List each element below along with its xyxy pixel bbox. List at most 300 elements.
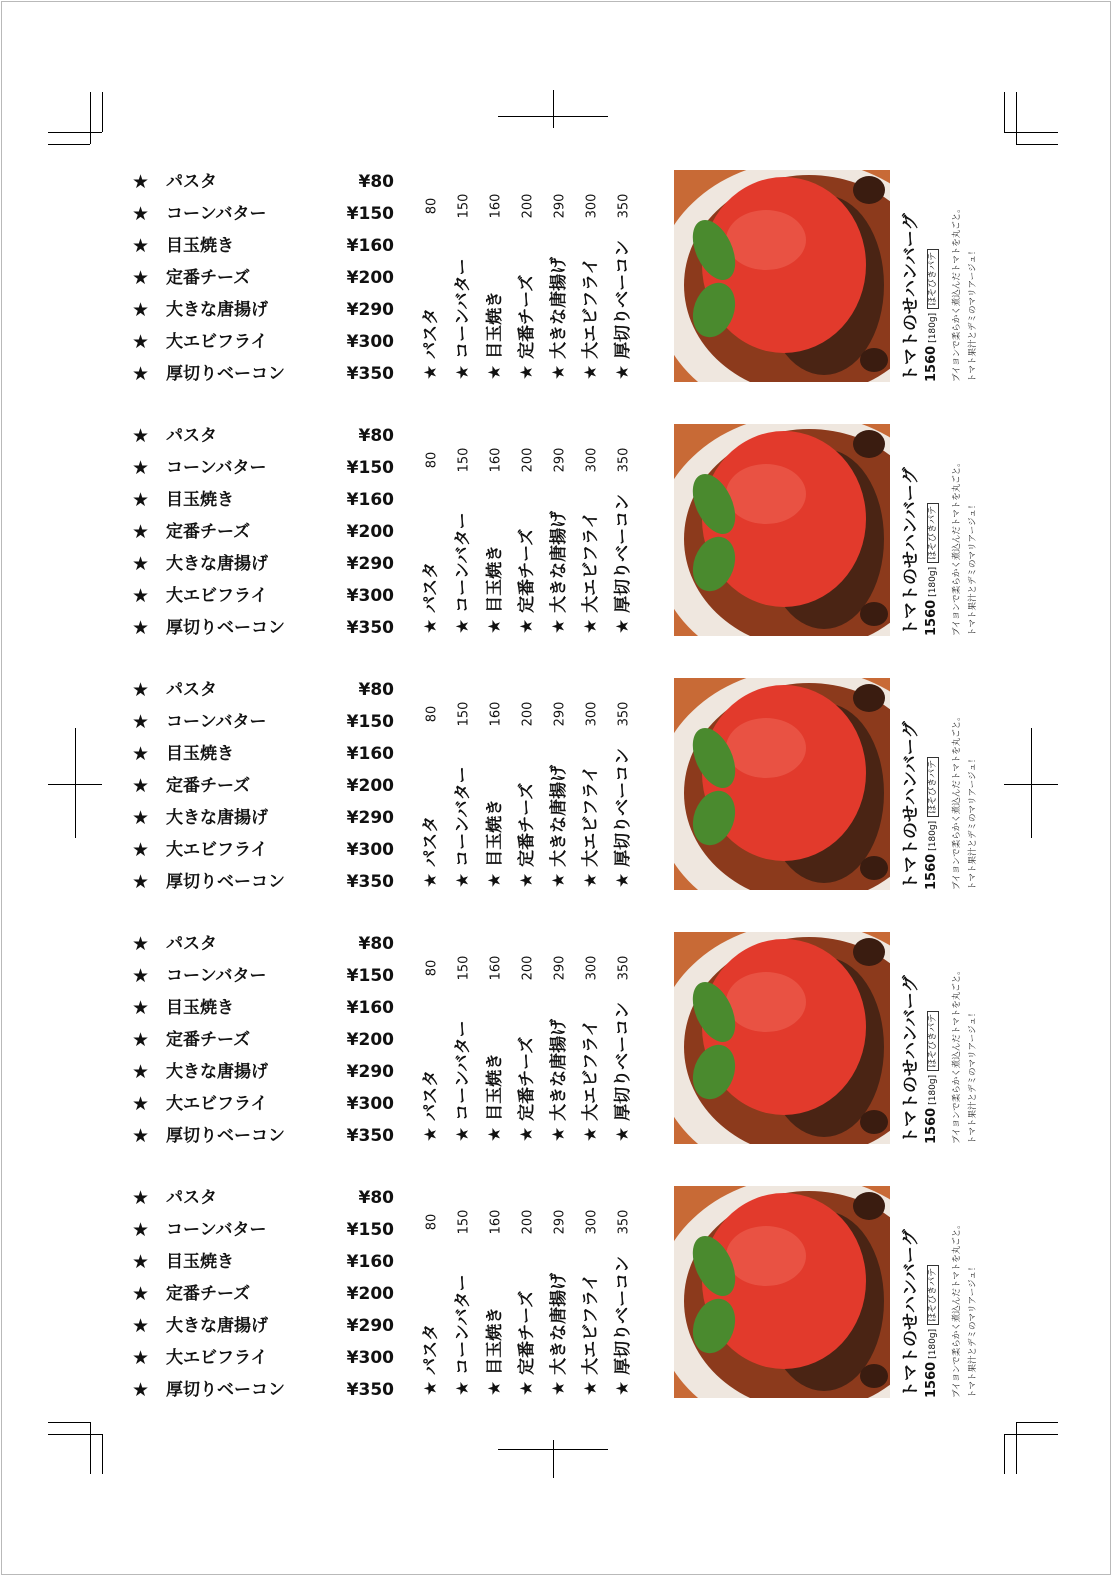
vertical-topping-name: ★ 大きな唐揚げ xyxy=(549,1272,569,1396)
topping-item xyxy=(130,1280,400,1308)
topping-price: ¥200 xyxy=(346,1030,394,1050)
topping-item xyxy=(130,264,400,292)
topping-price: ¥150 xyxy=(346,966,394,986)
topping-name: コーンバター xyxy=(166,966,267,986)
star-icon: ★ xyxy=(132,775,150,797)
dish-info xyxy=(894,932,994,1146)
topping-price: ¥150 xyxy=(346,1220,394,1240)
vertical-topping-amount: 150 xyxy=(456,955,472,981)
dish-price: 1560 xyxy=(924,853,939,890)
vertical-topping-item xyxy=(513,944,543,1142)
vertical-topping-item xyxy=(417,944,447,1142)
vertical-topping-amount: 200 xyxy=(520,193,536,219)
topping-name: 目玉焼き xyxy=(166,490,234,510)
dish-price: 1560 xyxy=(924,1107,939,1144)
vertical-topping-item xyxy=(449,1198,479,1396)
vertical-topping-amount: 200 xyxy=(520,955,536,981)
topping-price: ¥290 xyxy=(346,300,394,320)
vertical-topping-name: ★ 大きな唐揚げ xyxy=(549,764,569,888)
dish-price-line xyxy=(924,757,939,890)
crop-mark xyxy=(1016,1422,1058,1423)
vertical-topping-name: ★ 大エビフライ xyxy=(581,765,601,888)
vertical-topping-amount: 290 xyxy=(552,447,568,473)
dish-title: トマトのせハンバーグ xyxy=(901,213,921,382)
vertical-topping-amount: 300 xyxy=(584,447,600,473)
topping-item xyxy=(130,1058,400,1086)
topping-item xyxy=(130,1376,400,1404)
topping-item xyxy=(130,962,400,990)
vertical-topping-amount: 200 xyxy=(520,447,536,473)
dish-title: トマトのせハンバーグ xyxy=(901,975,921,1144)
topping-name: パスタ xyxy=(166,172,217,192)
vertical-topping-item xyxy=(417,436,447,634)
vertical-topping-name: ★ 大きな唐揚げ xyxy=(549,256,569,380)
vertical-topping-item xyxy=(577,690,607,888)
topping-price: ¥150 xyxy=(346,458,394,478)
topping-price: ¥80 xyxy=(358,426,394,446)
topping-item xyxy=(130,804,400,832)
crop-mark xyxy=(102,1434,103,1474)
dish-info xyxy=(894,1186,994,1400)
star-icon: ★ xyxy=(132,807,150,829)
topping-item xyxy=(130,1184,400,1212)
dish-price-line xyxy=(924,1011,939,1144)
topping-price: ¥290 xyxy=(346,1062,394,1082)
vertical-topping-amount: 160 xyxy=(488,193,504,219)
star-icon: ★ xyxy=(132,1347,150,1369)
vertical-topping-amount: 80 xyxy=(424,705,440,723)
dish-description: トマト果汁とデミのマリアージュ！ xyxy=(968,1262,978,1398)
dish-price: 1560 xyxy=(924,599,939,636)
crop-mark xyxy=(48,144,90,145)
vertical-topping-amount: 350 xyxy=(616,701,632,727)
topping-name: 大きな唐揚げ xyxy=(166,300,268,320)
vertical-topping-amount: 160 xyxy=(488,447,504,473)
topping-price: ¥350 xyxy=(346,1126,394,1146)
topping-item xyxy=(130,200,400,228)
topping-item xyxy=(130,296,400,324)
crop-mark xyxy=(553,1440,554,1478)
crop-mark xyxy=(90,92,91,144)
topping-item xyxy=(130,1312,400,1340)
vertical-topping-name: ★ 大きな唐揚げ xyxy=(549,510,569,634)
dish-price-line xyxy=(924,503,939,636)
vertical-topping-amount: 350 xyxy=(616,193,632,219)
vertical-topping-item xyxy=(449,182,479,380)
star-icon: ★ xyxy=(132,965,150,987)
vertical-topping-item xyxy=(545,182,575,380)
topping-name: 大エビフライ xyxy=(166,586,268,606)
topping-price: ¥160 xyxy=(346,998,394,1018)
dish-description: トマト果汁とデミのマリアージュ！ xyxy=(968,1008,978,1144)
topping-price: ¥80 xyxy=(358,934,394,954)
vertical-topping-amount: 350 xyxy=(616,1209,632,1235)
topping-price: ¥200 xyxy=(346,1284,394,1304)
star-icon: ★ xyxy=(132,1283,150,1305)
star-icon: ★ xyxy=(132,679,150,701)
topping-item xyxy=(130,676,400,704)
vertical-topping-name: ★ コーンバター xyxy=(453,512,473,634)
star-icon: ★ xyxy=(132,331,150,353)
vertical-topping-name: ★ 目玉焼き xyxy=(485,544,505,634)
topping-name: 定番チーズ xyxy=(166,1030,251,1050)
topping-name: パスタ xyxy=(166,426,217,446)
dish-info-rotated xyxy=(894,170,994,384)
dish-title: トマトのせハンバーグ xyxy=(901,1229,921,1398)
vertical-topping-amount: 350 xyxy=(616,955,632,981)
vertical-topping-item xyxy=(609,1198,639,1396)
star-icon: ★ xyxy=(132,1219,150,1241)
topping-item xyxy=(130,772,400,800)
topping-name: 目玉焼き xyxy=(166,744,234,764)
topping-name: 厚切りベーコン xyxy=(166,1126,285,1146)
topping-item xyxy=(130,422,400,450)
star-icon: ★ xyxy=(132,521,150,543)
topping-name: 定番チーズ xyxy=(166,522,251,542)
menu-card xyxy=(0,678,1114,898)
topping-price: ¥290 xyxy=(346,808,394,828)
dish-title: トマトのせハンバーグ xyxy=(901,721,921,890)
topping-item xyxy=(130,836,400,864)
topping-item xyxy=(130,550,400,578)
vertical-topping-item xyxy=(545,944,575,1142)
vertical-topping-name: ★ 定番チーズ xyxy=(517,782,537,888)
topping-name: 定番チーズ xyxy=(166,268,251,288)
dish-description: トマト果汁とデミのマリアージュ！ xyxy=(968,754,978,890)
crop-mark xyxy=(48,132,102,133)
vertical-topping-item xyxy=(513,182,543,380)
vertical-topping-amount: 80 xyxy=(424,1213,440,1231)
vertical-topping-amount: 300 xyxy=(584,193,600,219)
star-icon: ★ xyxy=(132,1251,150,1273)
topping-price: ¥80 xyxy=(358,1188,394,1208)
topping-name: 大きな唐揚げ xyxy=(166,1316,268,1336)
vertical-topping-name: ★ 厚切りベーコン xyxy=(613,747,633,888)
topping-price: ¥200 xyxy=(346,268,394,288)
vertical-topping-item xyxy=(609,182,639,380)
crop-mark xyxy=(48,1434,102,1435)
star-icon: ★ xyxy=(132,1093,150,1115)
star-icon: ★ xyxy=(132,299,150,321)
topping-price: ¥300 xyxy=(346,586,394,606)
topping-price: ¥300 xyxy=(346,332,394,352)
topping-item xyxy=(130,1122,400,1150)
topping-item xyxy=(130,582,400,610)
topping-name: 大きな唐揚げ xyxy=(166,554,268,574)
vertical-topping-name: ★ 定番チーズ xyxy=(517,1290,537,1396)
hamburg-steak-with-tomato-photo xyxy=(674,424,890,636)
dish-tag-badge: ほそびきパテ xyxy=(927,1011,939,1071)
crop-mark xyxy=(1004,1434,1005,1474)
topping-price: ¥80 xyxy=(358,680,394,700)
topping-price: ¥160 xyxy=(346,236,394,256)
star-icon: ★ xyxy=(132,457,150,479)
topping-price: ¥300 xyxy=(346,840,394,860)
topping-name: 厚切りベーコン xyxy=(166,872,285,892)
topping-name: コーンバター xyxy=(166,1220,267,1240)
vertical-topping-item xyxy=(417,1198,447,1396)
dish-info xyxy=(894,678,994,892)
vertical-topping-item xyxy=(481,182,511,380)
dish-tag-badge: ほそびきパテ xyxy=(927,1265,939,1325)
topping-item xyxy=(130,868,400,896)
vertical-topping-amount: 290 xyxy=(552,1209,568,1235)
crop-mark xyxy=(1016,144,1058,145)
vertical-topping-name: ★ コーンバター xyxy=(453,1020,473,1142)
vertical-topping-item xyxy=(481,690,511,888)
star-icon: ★ xyxy=(132,553,150,575)
vertical-topping-amount: 350 xyxy=(616,447,632,473)
dish-tag-badge: ほそびきパテ xyxy=(927,757,939,817)
vertical-topping-name: ★ 目玉焼き xyxy=(485,1052,505,1142)
vertical-topping-item xyxy=(417,182,447,380)
topping-name: コーンバター xyxy=(166,458,267,478)
vertical-topping-amount: 300 xyxy=(584,955,600,981)
vertical-topping-amount: 160 xyxy=(488,701,504,727)
dish-price-line xyxy=(924,249,939,382)
topping-price: ¥350 xyxy=(346,618,394,638)
topping-item xyxy=(130,1248,400,1276)
crop-mark xyxy=(1016,1422,1017,1474)
star-icon: ★ xyxy=(132,363,150,385)
dish-info-rotated xyxy=(894,424,994,638)
vertical-topping-item xyxy=(417,690,447,888)
crop-mark xyxy=(90,1422,91,1474)
vertical-topping-amount: 150 xyxy=(456,447,472,473)
food-photo-graphic xyxy=(674,932,890,1144)
topping-item xyxy=(130,1026,400,1054)
dish-description: トマト果汁とデミのマリアージュ！ xyxy=(968,500,978,636)
topping-name: 厚切りベーコン xyxy=(166,1380,285,1400)
topping-name: 目玉焼き xyxy=(166,236,234,256)
vertical-topping-name: ★ 厚切りベーコン xyxy=(613,493,633,634)
dish-weight: [180g] xyxy=(928,820,938,851)
dish-description: ブイヨンで柔らかく煮込んだトマトを丸ごと。 xyxy=(952,1220,962,1398)
vertical-topping-name: ★ 大エビフライ xyxy=(581,1273,601,1396)
dish-price: 1560 xyxy=(924,345,939,382)
crop-mark xyxy=(1004,132,1058,133)
vertical-topping-name: ★ パスタ xyxy=(421,561,441,634)
topping-price: ¥350 xyxy=(346,1380,394,1400)
vertical-topping-name: ★ コーンバター xyxy=(453,766,473,888)
hamburg-steak-with-tomato-photo xyxy=(674,1186,890,1398)
star-icon: ★ xyxy=(132,1187,150,1209)
topping-price: ¥350 xyxy=(346,364,394,384)
topping-price: ¥300 xyxy=(346,1094,394,1114)
star-icon: ★ xyxy=(132,425,150,447)
vertical-topping-amount: 80 xyxy=(424,197,440,215)
vertical-topping-item xyxy=(577,182,607,380)
vertical-topping-name: ★ 定番チーズ xyxy=(517,1036,537,1142)
vertical-topping-name: ★ パスタ xyxy=(421,1323,441,1396)
star-icon: ★ xyxy=(132,871,150,893)
vertical-topping-item xyxy=(577,436,607,634)
star-icon: ★ xyxy=(132,743,150,765)
star-icon: ★ xyxy=(132,1029,150,1051)
star-icon: ★ xyxy=(132,1315,150,1337)
crop-mark xyxy=(1016,92,1017,144)
menu-card xyxy=(0,424,1114,644)
topping-item xyxy=(130,328,400,356)
topping-item xyxy=(130,614,400,642)
vertical-topping-item xyxy=(545,690,575,888)
star-icon: ★ xyxy=(132,711,150,733)
menu-card xyxy=(0,1186,1114,1406)
topping-name: コーンバター xyxy=(166,712,267,732)
topping-price: ¥80 xyxy=(358,172,394,192)
crop-mark xyxy=(48,1422,90,1423)
topping-price: ¥290 xyxy=(346,1316,394,1336)
vertical-topping-name: ★ コーンバター xyxy=(453,1274,473,1396)
topping-price: ¥350 xyxy=(346,872,394,892)
dish-description: ブイヨンで柔らかく煮込んだトマトを丸ごと。 xyxy=(952,966,962,1144)
vertical-topping-name: ★ 大エビフライ xyxy=(581,511,601,634)
dish-weight: [180g] xyxy=(928,566,938,597)
star-icon: ★ xyxy=(132,1061,150,1083)
star-icon: ★ xyxy=(132,171,150,193)
vertical-topping-amount: 150 xyxy=(456,1209,472,1235)
vertical-topping-amount: 200 xyxy=(520,1209,536,1235)
topping-item xyxy=(130,1090,400,1118)
vertical-topping-name: ★ 定番チーズ xyxy=(517,274,537,380)
vertical-topping-item xyxy=(449,690,479,888)
vertical-topping-name: ★ 大エビフライ xyxy=(581,257,601,380)
vertical-topping-name: ★ 目玉焼き xyxy=(485,290,505,380)
vertical-topping-amount: 300 xyxy=(584,1209,600,1235)
vertical-topping-name: ★ 定番チーズ xyxy=(517,528,537,634)
vertical-topping-name: ★ 目玉焼き xyxy=(485,798,505,888)
dish-weight: [180g] xyxy=(928,1328,938,1359)
dish-info-rotated xyxy=(894,932,994,1146)
vertical-topping-name: ★ 厚切りベーコン xyxy=(613,1001,633,1142)
vertical-topping-item xyxy=(449,944,479,1142)
topping-item xyxy=(130,232,400,260)
topping-name: 大きな唐揚げ xyxy=(166,1062,268,1082)
star-icon: ★ xyxy=(132,617,150,639)
star-icon: ★ xyxy=(132,235,150,257)
menu-card xyxy=(0,170,1114,390)
topping-name: コーンバター xyxy=(166,204,267,224)
vertical-topping-name: ★ 大きな唐揚げ xyxy=(549,1018,569,1142)
topping-item xyxy=(130,708,400,736)
vertical-topping-item xyxy=(609,436,639,634)
star-icon: ★ xyxy=(132,489,150,511)
crop-mark xyxy=(1004,1434,1058,1435)
vertical-topping-name: ★ 厚切りベーコン xyxy=(613,239,633,380)
topping-item xyxy=(130,454,400,482)
food-photo-graphic xyxy=(674,170,890,382)
topping-price: ¥160 xyxy=(346,744,394,764)
dish-price-line xyxy=(924,1265,939,1398)
vertical-topping-item xyxy=(545,1198,575,1396)
crop-mark xyxy=(1004,92,1005,132)
vertical-topping-item xyxy=(481,944,511,1142)
topping-price: ¥160 xyxy=(346,1252,394,1272)
star-icon: ★ xyxy=(132,203,150,225)
food-photo-graphic xyxy=(674,1186,890,1398)
dish-title: トマトのせハンバーグ xyxy=(901,467,921,636)
topping-price: ¥160 xyxy=(346,490,394,510)
topping-name: パスタ xyxy=(166,1188,217,1208)
topping-item xyxy=(130,930,400,958)
vertical-topping-amount: 80 xyxy=(424,451,440,469)
crop-mark xyxy=(553,90,554,128)
hamburg-steak-with-tomato-photo xyxy=(674,170,890,382)
dish-description: ブイヨンで柔らかく煮込んだトマトを丸ごと。 xyxy=(952,712,962,890)
vertical-topping-amount: 160 xyxy=(488,955,504,981)
star-icon: ★ xyxy=(132,933,150,955)
topping-price: ¥290 xyxy=(346,554,394,574)
vertical-topping-name: ★ 目玉焼き xyxy=(485,1306,505,1396)
dish-description: ブイヨンで柔らかく煮込んだトマトを丸ごと。 xyxy=(952,204,962,382)
topping-price: ¥150 xyxy=(346,712,394,732)
vertical-topping-item xyxy=(481,1198,511,1396)
dish-info xyxy=(894,424,994,638)
vertical-topping-amount: 290 xyxy=(552,193,568,219)
vertical-topping-item xyxy=(577,944,607,1142)
topping-name: 目玉焼き xyxy=(166,998,234,1018)
star-icon: ★ xyxy=(132,997,150,1019)
crop-mark xyxy=(102,92,103,132)
vertical-topping-item xyxy=(449,436,479,634)
vertical-topping-amount: 150 xyxy=(456,701,472,727)
dish-price: 1560 xyxy=(924,1361,939,1398)
dish-weight: [180g] xyxy=(928,1074,938,1105)
topping-name: 定番チーズ xyxy=(166,1284,251,1304)
vertical-topping-name: ★ 厚切りベーコン xyxy=(613,1255,633,1396)
topping-name: パスタ xyxy=(166,934,217,954)
topping-item xyxy=(130,740,400,768)
vertical-topping-amount: 150 xyxy=(456,193,472,219)
vertical-topping-amount: 80 xyxy=(424,959,440,977)
dish-info-rotated xyxy=(894,678,994,892)
hamburg-steak-with-tomato-photo xyxy=(674,678,890,890)
star-icon: ★ xyxy=(132,585,150,607)
topping-name: 定番チーズ xyxy=(166,776,251,796)
topping-item xyxy=(130,486,400,514)
topping-item xyxy=(130,518,400,546)
topping-price: ¥200 xyxy=(346,776,394,796)
topping-name: 大エビフライ xyxy=(166,1348,268,1368)
topping-price: ¥150 xyxy=(346,204,394,224)
dish-description: トマト果汁とデミのマリアージュ！ xyxy=(968,246,978,382)
food-photo-graphic xyxy=(674,424,890,636)
vertical-topping-item xyxy=(481,436,511,634)
food-photo-graphic xyxy=(674,678,890,890)
vertical-topping-item xyxy=(609,944,639,1142)
topping-name: 厚切りベーコン xyxy=(166,364,285,384)
vertical-topping-name: ★ 大エビフライ xyxy=(581,1019,601,1142)
vertical-topping-name: ★ パスタ xyxy=(421,307,441,380)
topping-price: ¥300 xyxy=(346,1348,394,1368)
vertical-topping-amount: 160 xyxy=(488,1209,504,1235)
dish-tag-badge: ほそびきパテ xyxy=(927,503,939,563)
topping-name: 大エビフライ xyxy=(166,1094,268,1114)
hamburg-steak-with-tomato-photo xyxy=(674,932,890,1144)
vertical-topping-amount: 290 xyxy=(552,701,568,727)
dish-weight: [180g] xyxy=(928,312,938,343)
topping-item xyxy=(130,168,400,196)
vertical-topping-item xyxy=(513,1198,543,1396)
dish-info xyxy=(894,170,994,384)
star-icon: ★ xyxy=(132,1125,150,1147)
vertical-topping-amount: 300 xyxy=(584,701,600,727)
topping-item xyxy=(130,360,400,388)
vertical-topping-item xyxy=(513,436,543,634)
dish-tag-badge: ほそびきパテ xyxy=(927,249,939,309)
topping-name: 大エビフライ xyxy=(166,840,268,860)
menu-card xyxy=(0,932,1114,1152)
